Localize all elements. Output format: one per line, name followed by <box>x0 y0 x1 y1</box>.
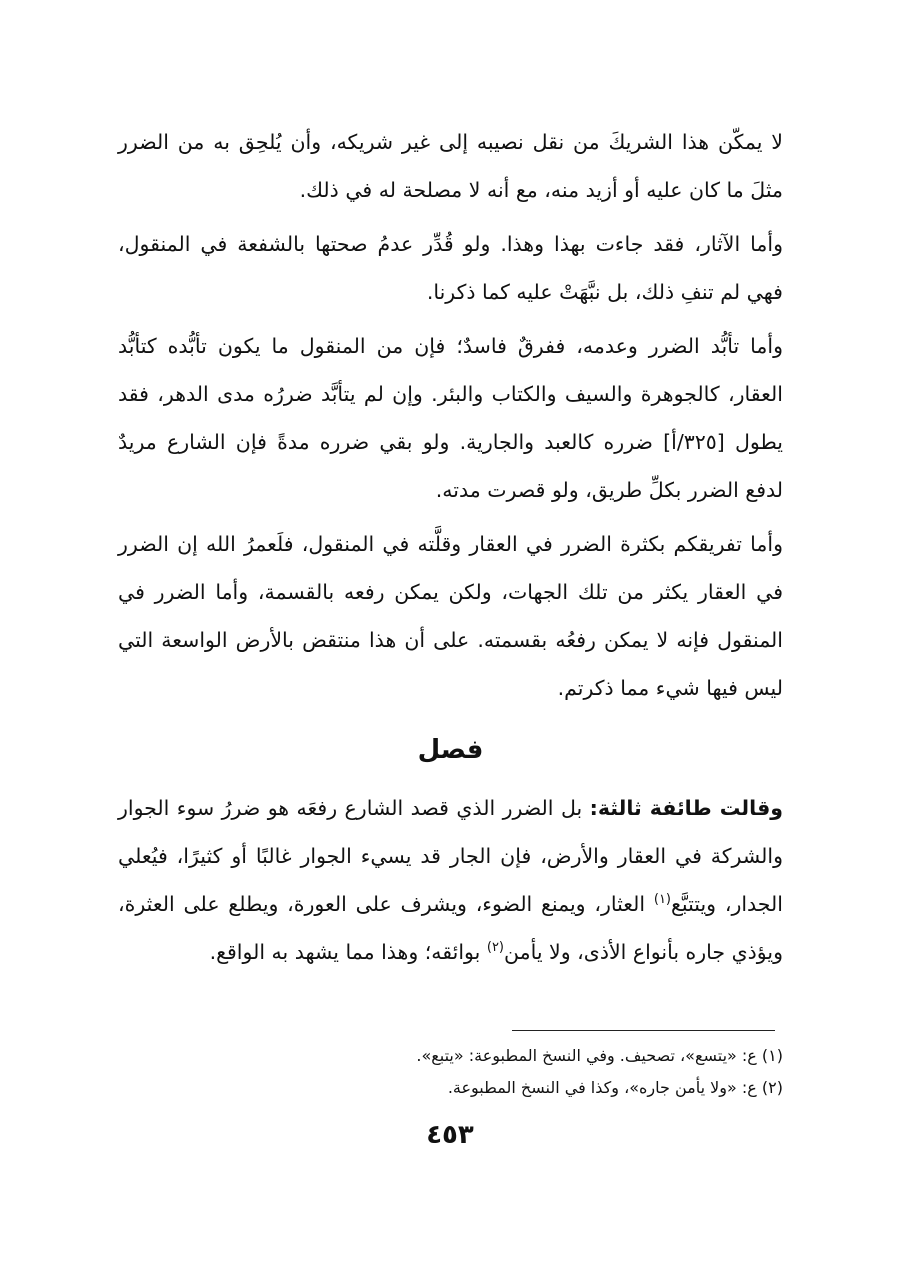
footnote-2: (٢) ع: «ولا يأمن جاره»، وكذا في النسخ المطبوعة. <box>447 1078 783 1097</box>
footnote-ref-2: (٢) <box>486 940 504 956</box>
paragraph-1: لا يمكّن هذا الشريكَ من نقل نصيبه إلى غير شريكه، وأن يُلحِق به من الضرر مثلَ ما كان عليه أو أزيد منه، مع أنه لا مصلحة له في ذلك. <box>118 130 783 202</box>
paragraph-5-part2: العثار، ويمنع الضوء، ويشرف على العورة، ويطلع على العثرة، ويؤذي جاره بأنواع الأذى، ولا يأمن <box>118 892 783 964</box>
footnotes <box>118 1040 783 1104</box>
paragraph-5-part3: بوائقه؛ وهذا مما يشهد به الواقع. <box>209 940 487 964</box>
footnote-1: (١) ع: «يتسع»، تصحيف. وفي النسخ المطبوعة: «يتبع». <box>416 1046 783 1065</box>
page-body <box>118 118 783 982</box>
paragraph-5-part1: بل الضرر الذي قصد الشارع رفعَه هو ضررُ سوء الجوار والشركة في العقار والأرض، فإن الجار قد يسيء الجوار غالبًا أو كثيرًا، فيُعلي الجدار، ويتتبَّع <box>118 796 783 916</box>
footnote-separator <box>512 1030 775 1031</box>
paragraph-5-lead: وقالت طائفة ثالثة: <box>589 796 783 820</box>
section-heading: فصل <box>417 735 484 765</box>
paragraph-5 <box>118 784 783 976</box>
paragraph-2: وأما الآثار، فقد جاءت بهذا وهذا. ولو قُدِّر عدمُ صحتها بالشفعة في المنقول، فهي لم تنفِ ذلك، بل نبَّهَتْ عليه كما ذكرنا. <box>118 232 783 304</box>
paragraph-4: وأما تفريقكم بكثرة الضرر في العقار وقلَّته في المنقول، فلَعمرُ الله إن الضرر في العقار يكثر من تلك الجهات، ولكن يمكن رفعه بالقسمة، وأما الضرر في المنقول فإنه لا يمكن رفعُه بقسمته. على أن هذا منتقض بالأرض الواسعة التي ليس فيها شيء مما ذكرتم. <box>118 532 783 700</box>
footnote-ref-1: (١) <box>653 892 671 908</box>
page-number: ٤٥٣ <box>426 1120 474 1150</box>
paragraph-3: وأما تأبُّد الضرر وعدمه، ففرقٌ فاسدٌ؛ فإن من المنقول ما يكون تأبُّده كتأبُّد العقار، كالجوهرة والسيف والكتاب والبئر. وإن لم يتأبَّد ضررُه مدى الدهر، فقد يطول [٣٢٥/أ] ضرره كالعبد والجارية. ولو بقي ضرره مدةً فإن الشارع مريدٌ لدفع الضرر بكلِّ طريق، ولو قصرت مدته. <box>118 334 783 502</box>
